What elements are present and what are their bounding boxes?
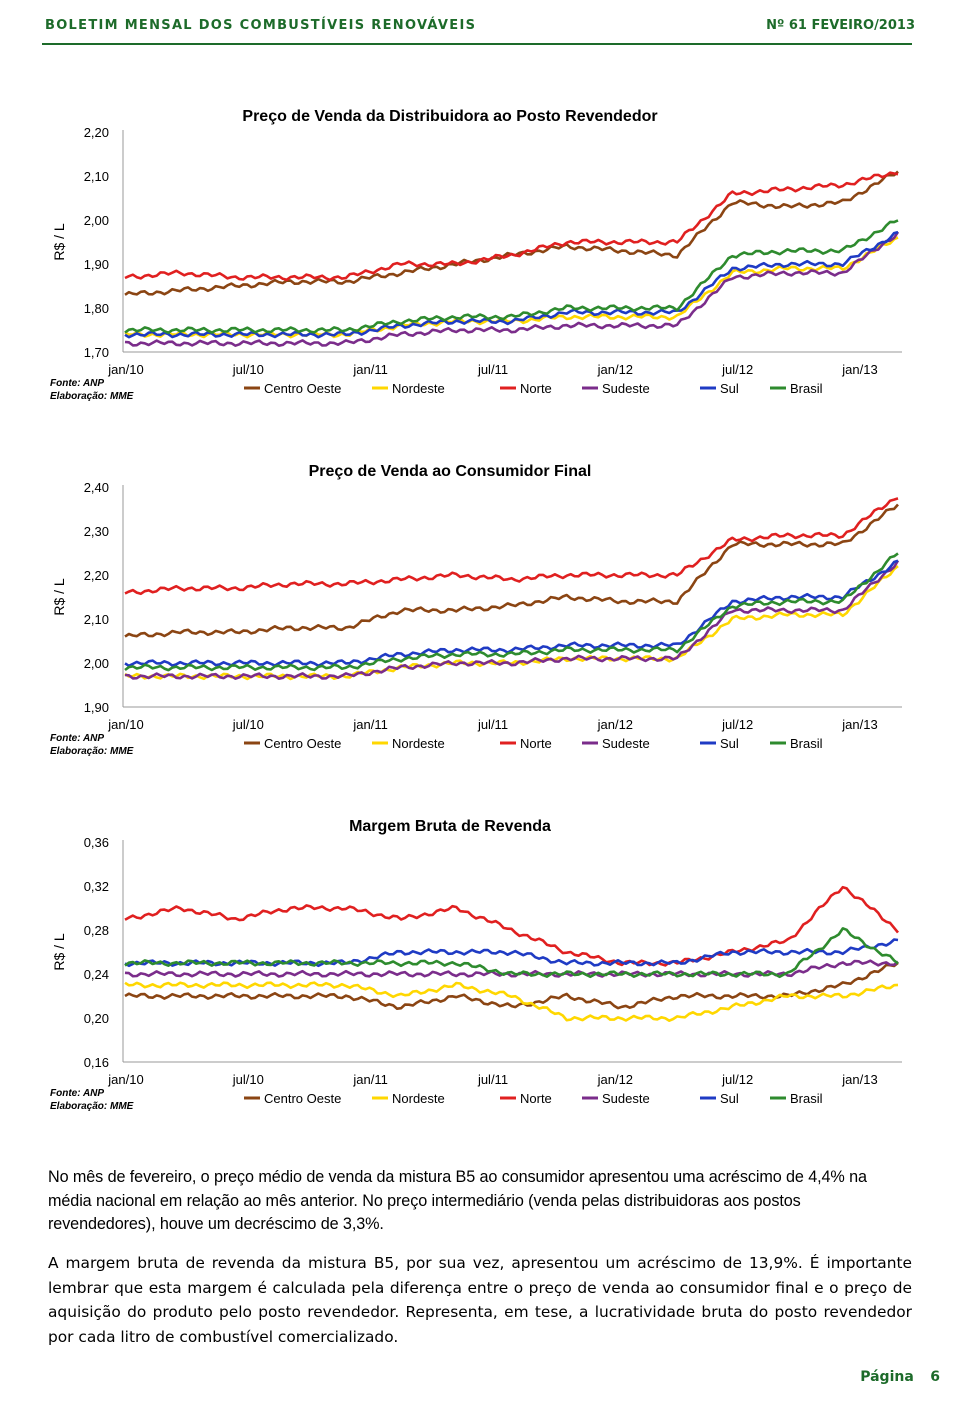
- paragraph-precos: [48, 1166, 912, 1237]
- series-line-sudeste: [125, 232, 898, 346]
- chart-consumidor: [40, 445, 920, 775]
- y-axis-label: R$ / L: [51, 578, 67, 616]
- chart-margem-svg: [40, 800, 920, 1130]
- y-tick-label: 2,40: [83, 480, 109, 495]
- legend-label: Nordeste: [392, 381, 445, 396]
- y-tick-label: 0,20: [83, 1011, 109, 1026]
- bulletin-issue: Nº 61 FEVEIRO/2013: [766, 18, 915, 33]
- y-tick-label: 2,20: [83, 568, 109, 583]
- series-line-centro-oeste: [125, 505, 898, 637]
- series-line-brasil: [125, 553, 898, 670]
- paragraph-margem: [48, 1251, 912, 1349]
- x-tick-label: jan/13: [842, 1072, 878, 1087]
- legend-label: Centro Oeste: [264, 1091, 342, 1106]
- legend-label: Sudeste: [602, 1091, 650, 1106]
- elaboration-note: Elaboração: MME: [50, 391, 134, 402]
- y-tick-label: 2,00: [83, 213, 109, 228]
- x-tick-label: jan/12: [597, 717, 634, 732]
- source-note: Fonte: ANP: [50, 378, 105, 389]
- x-tick-label: jul/10: [232, 717, 264, 732]
- x-tick-label: jul/12: [722, 1072, 754, 1087]
- header-divider: [42, 43, 912, 45]
- y-tick-label: 2,10: [83, 169, 109, 184]
- y-tick-label: 2,10: [83, 612, 109, 627]
- x-tick-label: jul/12: [722, 362, 754, 377]
- x-tick-label: jan/12: [597, 1072, 634, 1087]
- elaboration-note: Elaboração: MME: [50, 746, 134, 757]
- legend-label: Norte: [520, 381, 552, 396]
- y-tick-label: 2,30: [83, 524, 109, 539]
- y-tick-label: 0,16: [83, 1055, 109, 1070]
- y-tick-label: 0,24: [83, 967, 109, 982]
- chart-margem: [40, 800, 920, 1130]
- chart-title: Preço de Venda da Distribuidora ao Posto Revendedor: [242, 108, 658, 125]
- y-tick-label: 1,80: [83, 301, 109, 316]
- x-tick-label: jan/13: [842, 362, 878, 377]
- legend-label: Norte: [520, 736, 552, 751]
- y-tick-label: 0,36: [83, 835, 109, 850]
- paragraph-margem-text: A margem bruta de revenda da mistura B5, por sua vez, apresentou um acréscimo de 13,9%. É importante lembrar que esta margem é calculada pela diferença entre o preço de venda ao consumidor final e o preço de aquisição do produto pelo posto revendedor. Representa, em tese, a lucratividade bruta do posto revendedor por cada litro de combustível comercializado.: [48, 1254, 912, 1346]
- legend-label: Norte: [520, 1091, 552, 1106]
- legend-label: Sul: [720, 736, 739, 751]
- legend-label: Sul: [720, 381, 739, 396]
- y-tick-label: 0,32: [83, 879, 109, 894]
- page-label: Página: [860, 1369, 914, 1385]
- source-note: Fonte: ANP: [50, 733, 105, 744]
- y-tick-label: 1,90: [83, 700, 109, 715]
- x-tick-label: jan/11: [353, 717, 388, 732]
- chart-distribuidora: [40, 90, 920, 420]
- series-line-nordeste: [125, 983, 898, 1021]
- legend-label: Brasil: [790, 736, 823, 751]
- bulletin-header: [45, 18, 915, 42]
- y-tick-label: 0,28: [83, 923, 109, 938]
- y-tick-label: 1,90: [83, 257, 109, 272]
- series-line-norte: [125, 498, 898, 593]
- x-tick-label: jan/12: [597, 362, 634, 377]
- series-line-norte: [125, 173, 898, 280]
- x-tick-label: jan/10: [108, 717, 144, 732]
- y-axis-label: R$ / L: [51, 223, 67, 261]
- page-footer: [860, 1369, 940, 1385]
- x-tick-label: jan/11: [353, 1072, 388, 1087]
- x-tick-label: jul/12: [722, 717, 754, 732]
- x-tick-label: jan/13: [842, 717, 878, 732]
- legend-label: Nordeste: [392, 736, 445, 751]
- page-number: 6: [930, 1369, 940, 1385]
- source-note: Fonte: ANP: [50, 1088, 105, 1099]
- legend-label: Centro Oeste: [264, 736, 342, 751]
- legend-label: Nordeste: [392, 1091, 445, 1106]
- y-tick-label: 2,20: [83, 125, 109, 140]
- chart-consumidor-svg: [40, 445, 920, 775]
- x-tick-label: jan/10: [108, 1072, 144, 1087]
- legend-label: Centro Oeste: [264, 381, 342, 396]
- chart-title: Preço de Venda ao Consumidor Final: [308, 463, 592, 480]
- x-tick-label: jan/11: [353, 362, 388, 377]
- legend-label: Brasil: [790, 1091, 823, 1106]
- x-tick-label: jul/10: [232, 1072, 264, 1087]
- chart-distribuidora-svg: [40, 90, 920, 420]
- series-line-brasil: [125, 220, 898, 332]
- y-tick-label: 1,70: [83, 345, 109, 360]
- x-tick-label: jul/10: [232, 362, 264, 377]
- x-tick-label: jan/10: [108, 362, 144, 377]
- x-tick-label: jul/11: [477, 362, 509, 377]
- chart-title: Margem Bruta de Revenda: [349, 818, 551, 835]
- y-axis-label: R$ / L: [51, 933, 67, 971]
- elaboration-note: Elaboração: MME: [50, 1101, 134, 1112]
- legend-label: Sudeste: [602, 381, 650, 396]
- legend-label: Brasil: [790, 381, 823, 396]
- bulletin-title: BOLETIM MENSAL DOS COMBUSTÍVEIS RENOVÁVEIS: [45, 18, 477, 33]
- legend-label: Sudeste: [602, 736, 650, 751]
- x-tick-label: jul/11: [477, 1072, 509, 1087]
- paragraph-precos-text: No mês de fevereiro, o preço médio de venda da mistura B5 ao consumidor apresentou uma acréscimo de 4,4% na média nacional em relação ao mês anterior. No preço intermediário (venda pelas distribuidoras aos postos revendedores), houve um decréscimo de 3,3%.: [48, 1168, 867, 1233]
- legend-label: Sul: [720, 1091, 739, 1106]
- y-tick-label: 2,00: [83, 656, 109, 671]
- x-tick-label: jul/11: [477, 717, 509, 732]
